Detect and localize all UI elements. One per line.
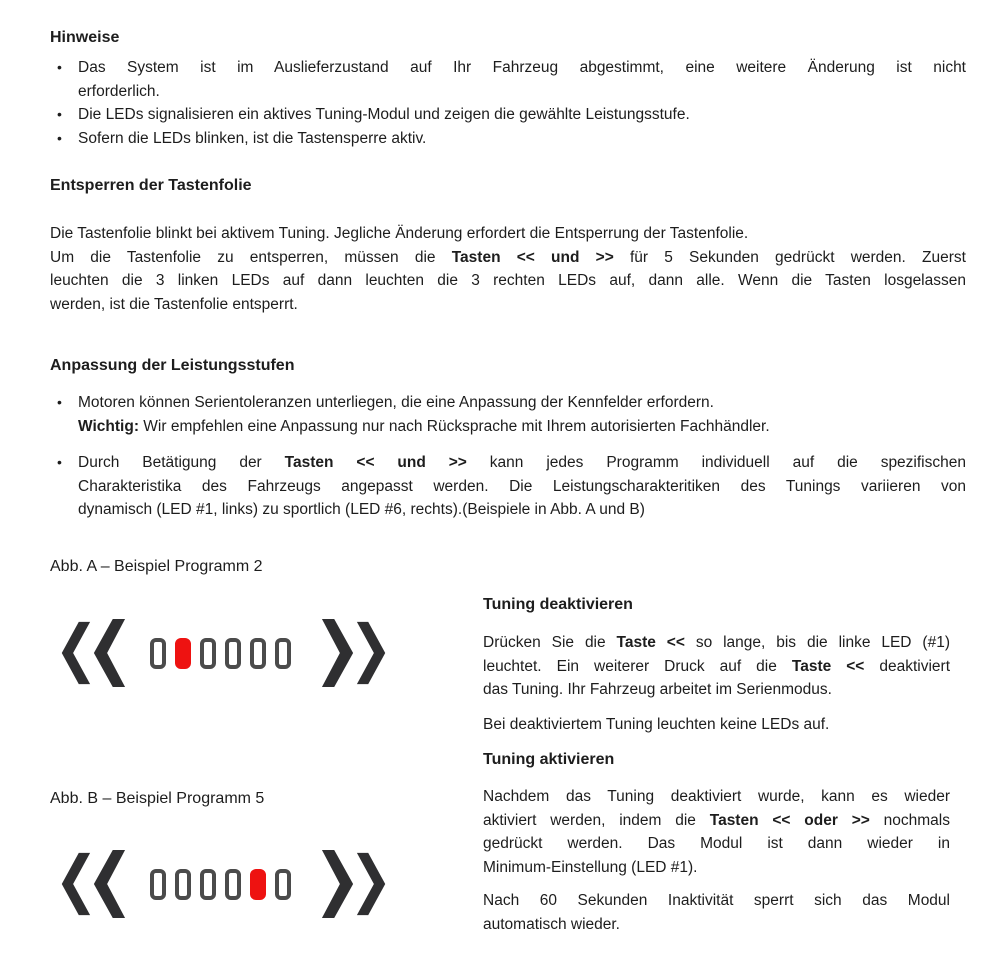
- led-indicator: [275, 869, 291, 900]
- figure-a-label: Abb. A – Beispiel Programm 2: [50, 558, 263, 575]
- text-line: [483, 809, 950, 833]
- led-indicator: [200, 638, 216, 669]
- bold-text-run: Tasten << oder >>: [709, 811, 870, 829]
- text-run: so lange, bis die linke LED (#1): [684, 634, 950, 651]
- text-run: Die LEDs signalisieren ein aktives Tuning-Modul und zeigen die gewählte Leistungsstufe.: [78, 106, 690, 123]
- text-run: Um die Tastenfolie zu entsperren, müssen die: [50, 248, 452, 266]
- led-indicator: [275, 638, 291, 669]
- double-chevron-left-icon: [57, 619, 127, 687]
- figure-b-label: Abb. B – Beispiel Programm 5: [50, 790, 265, 807]
- deactivate-paragraph: [483, 631, 950, 702]
- text-run: Charakteristika des Fahrzeugs angepasst werden. Die Leistungscharakteritiken des Tunings variieren von: [78, 477, 966, 495]
- text-run: leuchtet. Ein weiterer Druck auf die: [483, 657, 792, 675]
- led-indicator: [150, 869, 166, 900]
- bold-text-run: Tasten << und >>: [451, 248, 614, 266]
- figure-a-graphic: [57, 612, 390, 697]
- activate-note: [483, 889, 950, 936]
- text-line: [78, 80, 966, 104]
- text-run: Das System ist im Auslieferzustand auf Ihr Fahrzeug abgestimmt, eine weitere Änderung ist nicht: [78, 59, 966, 76]
- text-line: [483, 678, 950, 702]
- text-run: Durch Betätigung der: [78, 454, 285, 471]
- text-run: deaktiviert: [864, 657, 950, 675]
- text-line: [78, 415, 966, 439]
- section-title-tuning-deaktivieren: Tuning deaktivieren: [483, 596, 633, 613]
- text-run: dynamisch (LED #1, links) zu sportlich (LED #6, rechts).(Beispiele in Abb. A und B): [78, 501, 645, 518]
- bold-text-run: Taste <<: [616, 634, 685, 651]
- activate-paragraph: [483, 785, 950, 879]
- text-line: [78, 391, 966, 415]
- text-run: Nachdem das Tuning deaktiviert wurde, kann es wieder: [483, 788, 950, 805]
- double-chevron-left-icon: [57, 850, 127, 918]
- bold-text-run: Taste <<: [791, 657, 865, 675]
- text-run: Nach 60 Sekunden Inaktivität sperrt sich das Modul: [483, 892, 950, 909]
- text-line: [78, 475, 966, 499]
- text-line: [78, 56, 966, 80]
- text-run: Sofern die LEDs blinken, ist die Tastensperre aktiv.: [78, 129, 427, 147]
- section-title-hinweise: Hinweise: [50, 29, 120, 46]
- led-indicator-active: [175, 638, 191, 669]
- text-run: gedrückt werden. Das Modul ist dann wieder in: [483, 835, 950, 852]
- led-bar: [150, 869, 291, 900]
- text-line: [50, 246, 966, 270]
- section-title-tuning-aktivieren: Tuning aktivieren: [483, 751, 615, 768]
- text-line: [483, 655, 950, 679]
- text-run: aktiviert werden, indem die: [483, 811, 710, 829]
- bullet-item: [50, 103, 966, 127]
- bullet-icon: •: [57, 454, 62, 470]
- bullet-item: [50, 127, 966, 151]
- text-line: [483, 713, 950, 737]
- figure-b-graphic: [57, 843, 390, 928]
- section-title-entsperren: Entsperren der Tastenfolie: [50, 177, 252, 194]
- bullet-item: [50, 56, 966, 103]
- bullet-icon: •: [57, 106, 62, 122]
- text-line: [483, 913, 950, 937]
- bold-text-run: Wichtig:: [78, 417, 139, 435]
- anpassung-bullet-list: [50, 391, 966, 522]
- bullet-icon: •: [57, 129, 62, 146]
- text-run: erforderlich.: [78, 82, 160, 100]
- text-run: Bei deaktiviertem Tuning leuchten keine LEDs auf.: [483, 715, 830, 733]
- text-run: Die Tastenfolie blinkt bei aktivem Tuning. Jegliche Änderung erfordert die Entsperrung der Tastenfolie.: [50, 225, 749, 242]
- text-run: Drücken Sie die: [483, 634, 617, 651]
- text-run: nochmals: [869, 811, 950, 829]
- section-anpassung: [50, 356, 966, 522]
- text-run: Minimum-Einstellung (LED #1).: [483, 858, 698, 876]
- text-run: kann jedes Programm individuell auf die spezifischen: [466, 454, 966, 471]
- text-run: automatisch wieder.: [483, 915, 620, 933]
- entsperren-paragraph: [50, 222, 966, 316]
- text-run: Wir empfehlen eine Anpassung nur nach Rücksprache mit Ihrem autorisierten Fachhändler.: [139, 417, 770, 435]
- bullet-icon: •: [57, 394, 62, 410]
- double-chevron-right-icon: [320, 850, 390, 918]
- double-chevron-right-icon: [320, 619, 390, 687]
- text-line: [78, 451, 966, 475]
- text-run: leuchten die 3 linken LEDs auf dann leuchten die 3 rechten LEDs auf, dann alle. Wenn die Tasten losgelassen: [50, 272, 966, 289]
- text-line: [78, 498, 966, 522]
- text-run: Motoren können Serientoleranzen unterliegen, die eine Anpassung der Kennfelder erfordern.: [78, 394, 714, 411]
- bullet-icon: •: [57, 59, 62, 75]
- text-line: [483, 785, 950, 809]
- text-line: [50, 222, 966, 246]
- led-indicator: [225, 869, 241, 900]
- led-indicator: [250, 638, 266, 669]
- text-run: für 5 Sekunden gedrückt werden. Zuerst: [613, 248, 966, 266]
- text-line: [78, 127, 966, 151]
- led-indicator: [150, 638, 166, 669]
- text-run: werden, ist die Tastenfolie entsperrt.: [50, 295, 298, 313]
- section-hinweise: [50, 28, 966, 150]
- bullet-item: [50, 391, 966, 438]
- section-title-anpassung: Anpassung der Leistungsstufen: [50, 357, 295, 374]
- led-indicator: [175, 869, 191, 900]
- text-line: [483, 856, 950, 880]
- text-line: [483, 631, 950, 655]
- text-run: das Tuning. Ihr Fahrzeug arbeitet im Serienmodus.: [483, 681, 832, 698]
- led-indicator-active: [250, 869, 266, 900]
- right-column: [483, 595, 950, 936]
- text-line: [483, 832, 950, 856]
- led-indicator: [200, 869, 216, 900]
- section-entsperren: [50, 176, 966, 316]
- text-line: [50, 269, 966, 293]
- text-line: [78, 103, 966, 127]
- hinweise-bullet-list: [50, 56, 966, 150]
- text-line: [50, 293, 966, 317]
- text-line: [483, 889, 950, 913]
- deactivate-note: [483, 713, 950, 737]
- bullet-item: [50, 451, 966, 522]
- bold-text-run: Tasten << und >>: [284, 454, 467, 471]
- led-indicator: [225, 638, 241, 669]
- led-bar: [150, 638, 291, 669]
